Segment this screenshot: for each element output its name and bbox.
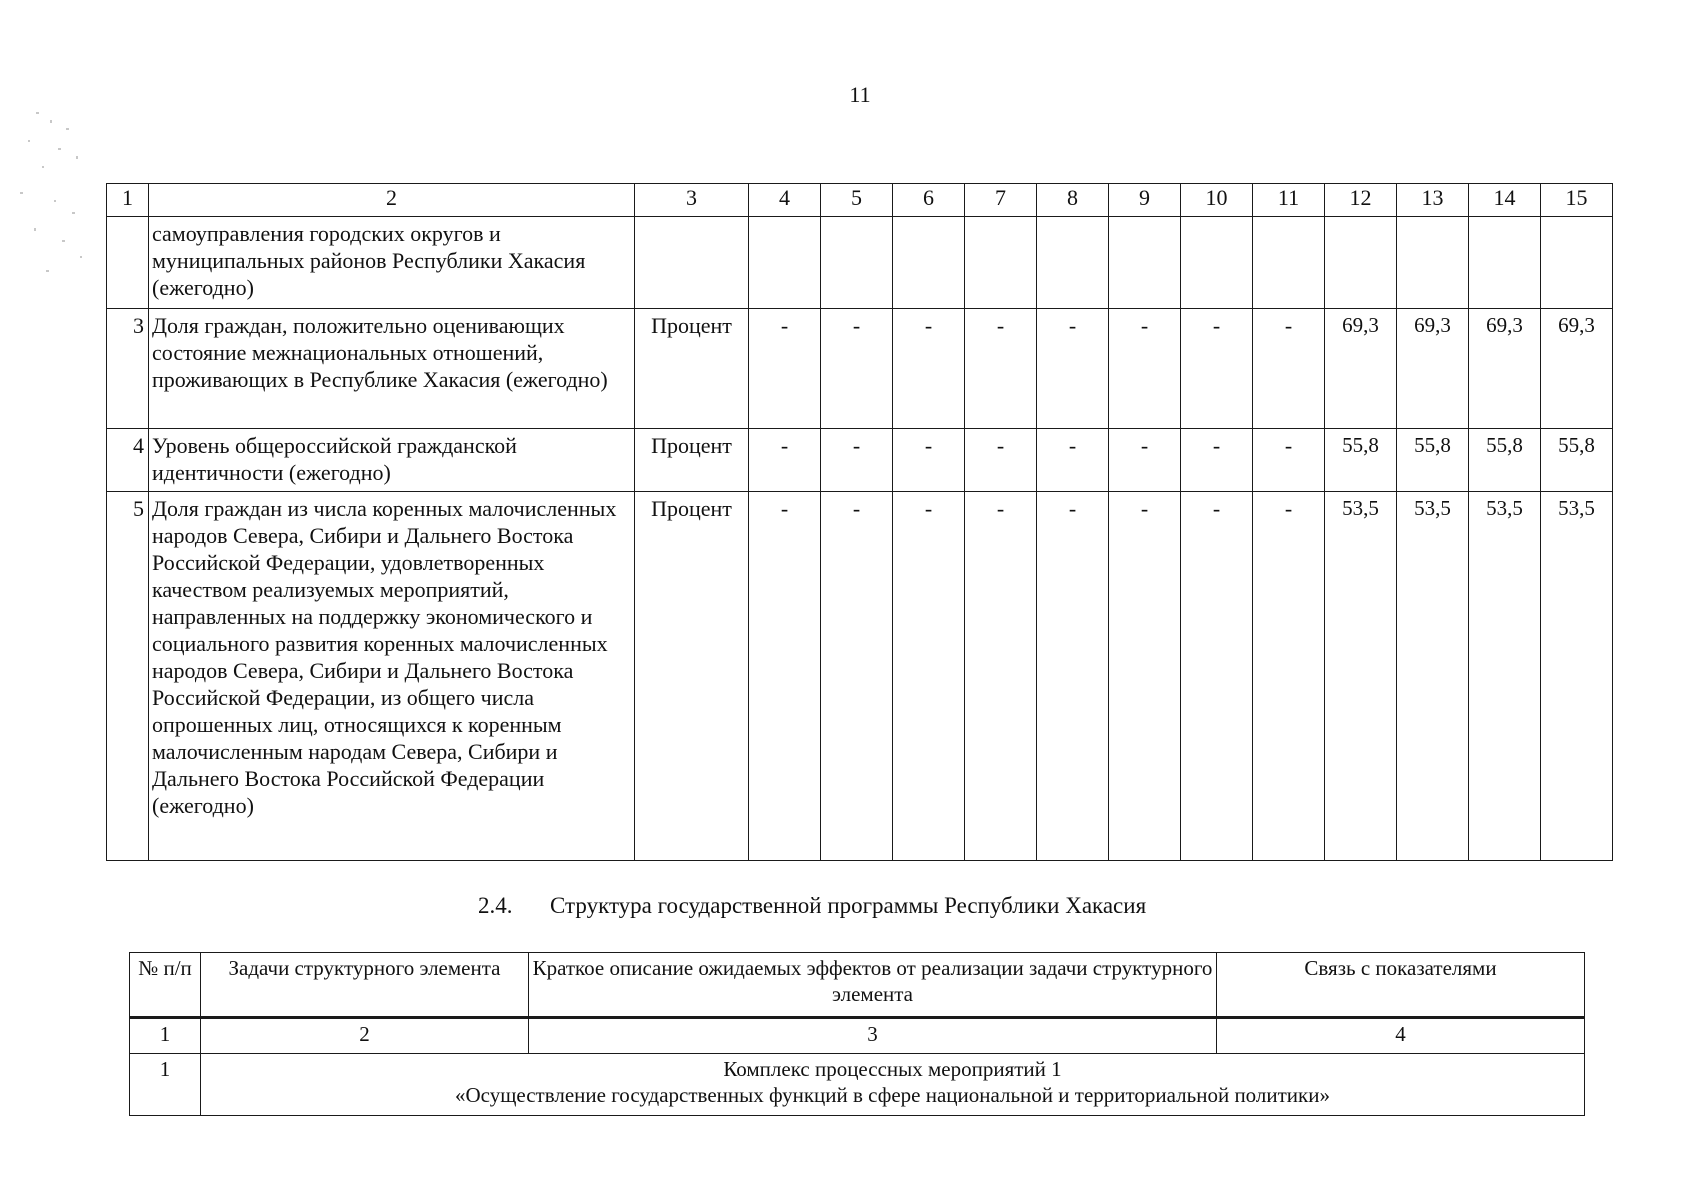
table-row bbox=[107, 492, 1613, 861]
indicator-value: 53,5 bbox=[1469, 492, 1541, 861]
table-row bbox=[107, 309, 1613, 429]
scan-artifact-marks bbox=[6, 100, 90, 300]
indicator-value: 69,3 bbox=[1541, 309, 1613, 429]
indicator-value: - bbox=[1181, 429, 1253, 492]
indicator-value bbox=[749, 217, 821, 309]
indicator-value: - bbox=[749, 429, 821, 492]
indicator-value: - bbox=[965, 309, 1037, 429]
section-heading bbox=[478, 893, 1146, 919]
column-number: 7 bbox=[965, 184, 1037, 217]
indicator-value: 53,5 bbox=[1541, 492, 1613, 861]
indicator-value bbox=[1253, 217, 1325, 309]
indicator-value bbox=[1325, 217, 1397, 309]
indicator-value: - bbox=[1037, 492, 1109, 861]
indicator-value: - bbox=[821, 492, 893, 861]
row-number: 5 bbox=[107, 492, 149, 861]
indicator-value: - bbox=[821, 429, 893, 492]
indicator-value bbox=[1397, 217, 1469, 309]
column-number: 9 bbox=[1109, 184, 1181, 217]
indicator-value bbox=[1109, 217, 1181, 309]
indicator-value: - bbox=[1109, 309, 1181, 429]
indicator-value: - bbox=[1253, 492, 1325, 861]
indicator-value: - bbox=[1181, 309, 1253, 429]
table-row bbox=[107, 429, 1613, 492]
column-number: 6 bbox=[893, 184, 965, 217]
indicator-value: 55,8 bbox=[1541, 429, 1613, 492]
indicator-unit bbox=[635, 217, 749, 309]
section-title: Структура государственной программы Республики Хакасия bbox=[550, 893, 1147, 918]
column-number: 5 bbox=[821, 184, 893, 217]
indicator-value: - bbox=[1253, 309, 1325, 429]
indicator-value: - bbox=[893, 309, 965, 429]
structure-header-row bbox=[130, 953, 1585, 1018]
indicator-unit: Процент bbox=[635, 492, 749, 861]
column-number: 1 bbox=[107, 184, 149, 217]
indicator-value: 55,8 bbox=[1397, 429, 1469, 492]
column-number-row bbox=[130, 1018, 1585, 1054]
indicator-value: - bbox=[1037, 429, 1109, 492]
indicator-value: - bbox=[893, 492, 965, 861]
indicator-value: - bbox=[1037, 309, 1109, 429]
column-number: 2 bbox=[149, 184, 635, 217]
indicator-value: - bbox=[821, 309, 893, 429]
complex-subtitle: «Осуществление государственных функций в сфере национальной и территориальной политики» bbox=[455, 1083, 1330, 1107]
page-number: 11 bbox=[849, 82, 871, 107]
indicator-value: - bbox=[749, 309, 821, 429]
column-number: 1 bbox=[130, 1018, 201, 1054]
indicator-value bbox=[965, 217, 1037, 309]
indicator-name: Доля граждан, положительно оценивающих состояние межнациональных отношений, проживающих в Республике Хакасия (ежегодно) bbox=[149, 309, 635, 429]
row-number bbox=[107, 217, 149, 309]
column-number: 12 bbox=[1325, 184, 1397, 217]
indicator-value: - bbox=[893, 429, 965, 492]
indicator-value: - bbox=[965, 429, 1037, 492]
column-number: 11 bbox=[1253, 184, 1325, 217]
indicator-name: самоуправления городских округов и муниципальных районов Республики Хакасия (ежегодно) bbox=[149, 217, 635, 309]
program-structure-table bbox=[129, 952, 1585, 1116]
column-number: 4 bbox=[1217, 1018, 1585, 1054]
indicator-value: - bbox=[749, 492, 821, 861]
indicator-value bbox=[1469, 217, 1541, 309]
indicator-value bbox=[1037, 217, 1109, 309]
header-cell: Краткое описание ожидаемых эффектов от реализации задачи структурного элемента bbox=[529, 953, 1217, 1018]
indicator-value: - bbox=[1181, 492, 1253, 861]
indicator-value: 69,3 bbox=[1469, 309, 1541, 429]
complex-title-cell bbox=[201, 1054, 1585, 1116]
row-number: 1 bbox=[130, 1054, 201, 1116]
indicator-value: 53,5 bbox=[1325, 492, 1397, 861]
indicator-value: - bbox=[1253, 429, 1325, 492]
column-number: 3 bbox=[635, 184, 749, 217]
column-number: 15 bbox=[1541, 184, 1613, 217]
column-number: 8 bbox=[1037, 184, 1109, 217]
indicator-value: 55,8 bbox=[1469, 429, 1541, 492]
indicator-value: 69,3 bbox=[1325, 309, 1397, 429]
column-number-row bbox=[107, 184, 1613, 217]
section-number: 2.4. bbox=[478, 893, 513, 918]
column-number: 2 bbox=[201, 1018, 529, 1054]
header-cell: № п/п bbox=[130, 953, 201, 1018]
indicator-value: - bbox=[1109, 492, 1181, 861]
indicator-name: Доля граждан из числа коренных малочисленных народов Севера, Сибири и Дальнего Востока Российской Федерации, удовлетворенных качеством реализуемых мероприятий, направленных на поддержку экономического и социального развития коренных малочисленных народов Севера, Сибири и Дальнего Востока Российской Федерации, из общего числа опрошенных лиц, относящихся к коренным малочисленным народам Севера, Сибири и Дальнего Востока Российской Федерации (ежегодно) bbox=[149, 492, 635, 861]
indicator-value bbox=[1541, 217, 1613, 309]
indicator-value: 55,8 bbox=[1325, 429, 1397, 492]
indicator-value: - bbox=[1109, 429, 1181, 492]
indicator-name: Уровень общероссийской гражданской идентичности (ежегодно) bbox=[149, 429, 635, 492]
table-row bbox=[107, 217, 1613, 309]
header-cell: Задачи структурного элемента bbox=[201, 953, 529, 1018]
indicator-value bbox=[893, 217, 965, 309]
row-number: 4 bbox=[107, 429, 149, 492]
indicators-table bbox=[106, 183, 1613, 861]
column-number: 14 bbox=[1469, 184, 1541, 217]
indicator-unit: Процент bbox=[635, 309, 749, 429]
column-number: 13 bbox=[1397, 184, 1469, 217]
indicator-value: 69,3 bbox=[1397, 309, 1469, 429]
indicator-value: - bbox=[965, 492, 1037, 861]
column-number: 10 bbox=[1181, 184, 1253, 217]
indicator-value: 53,5 bbox=[1397, 492, 1469, 861]
column-number: 4 bbox=[749, 184, 821, 217]
complex-title: Комплекс процессных мероприятий 1 bbox=[723, 1057, 1062, 1081]
row-number: 3 bbox=[107, 309, 149, 429]
indicator-value bbox=[1181, 217, 1253, 309]
indicator-value bbox=[821, 217, 893, 309]
table-row bbox=[130, 1054, 1585, 1116]
header-cell: Связь с показателями bbox=[1217, 953, 1585, 1018]
indicator-unit: Процент bbox=[635, 429, 749, 492]
column-number: 3 bbox=[529, 1018, 1217, 1054]
